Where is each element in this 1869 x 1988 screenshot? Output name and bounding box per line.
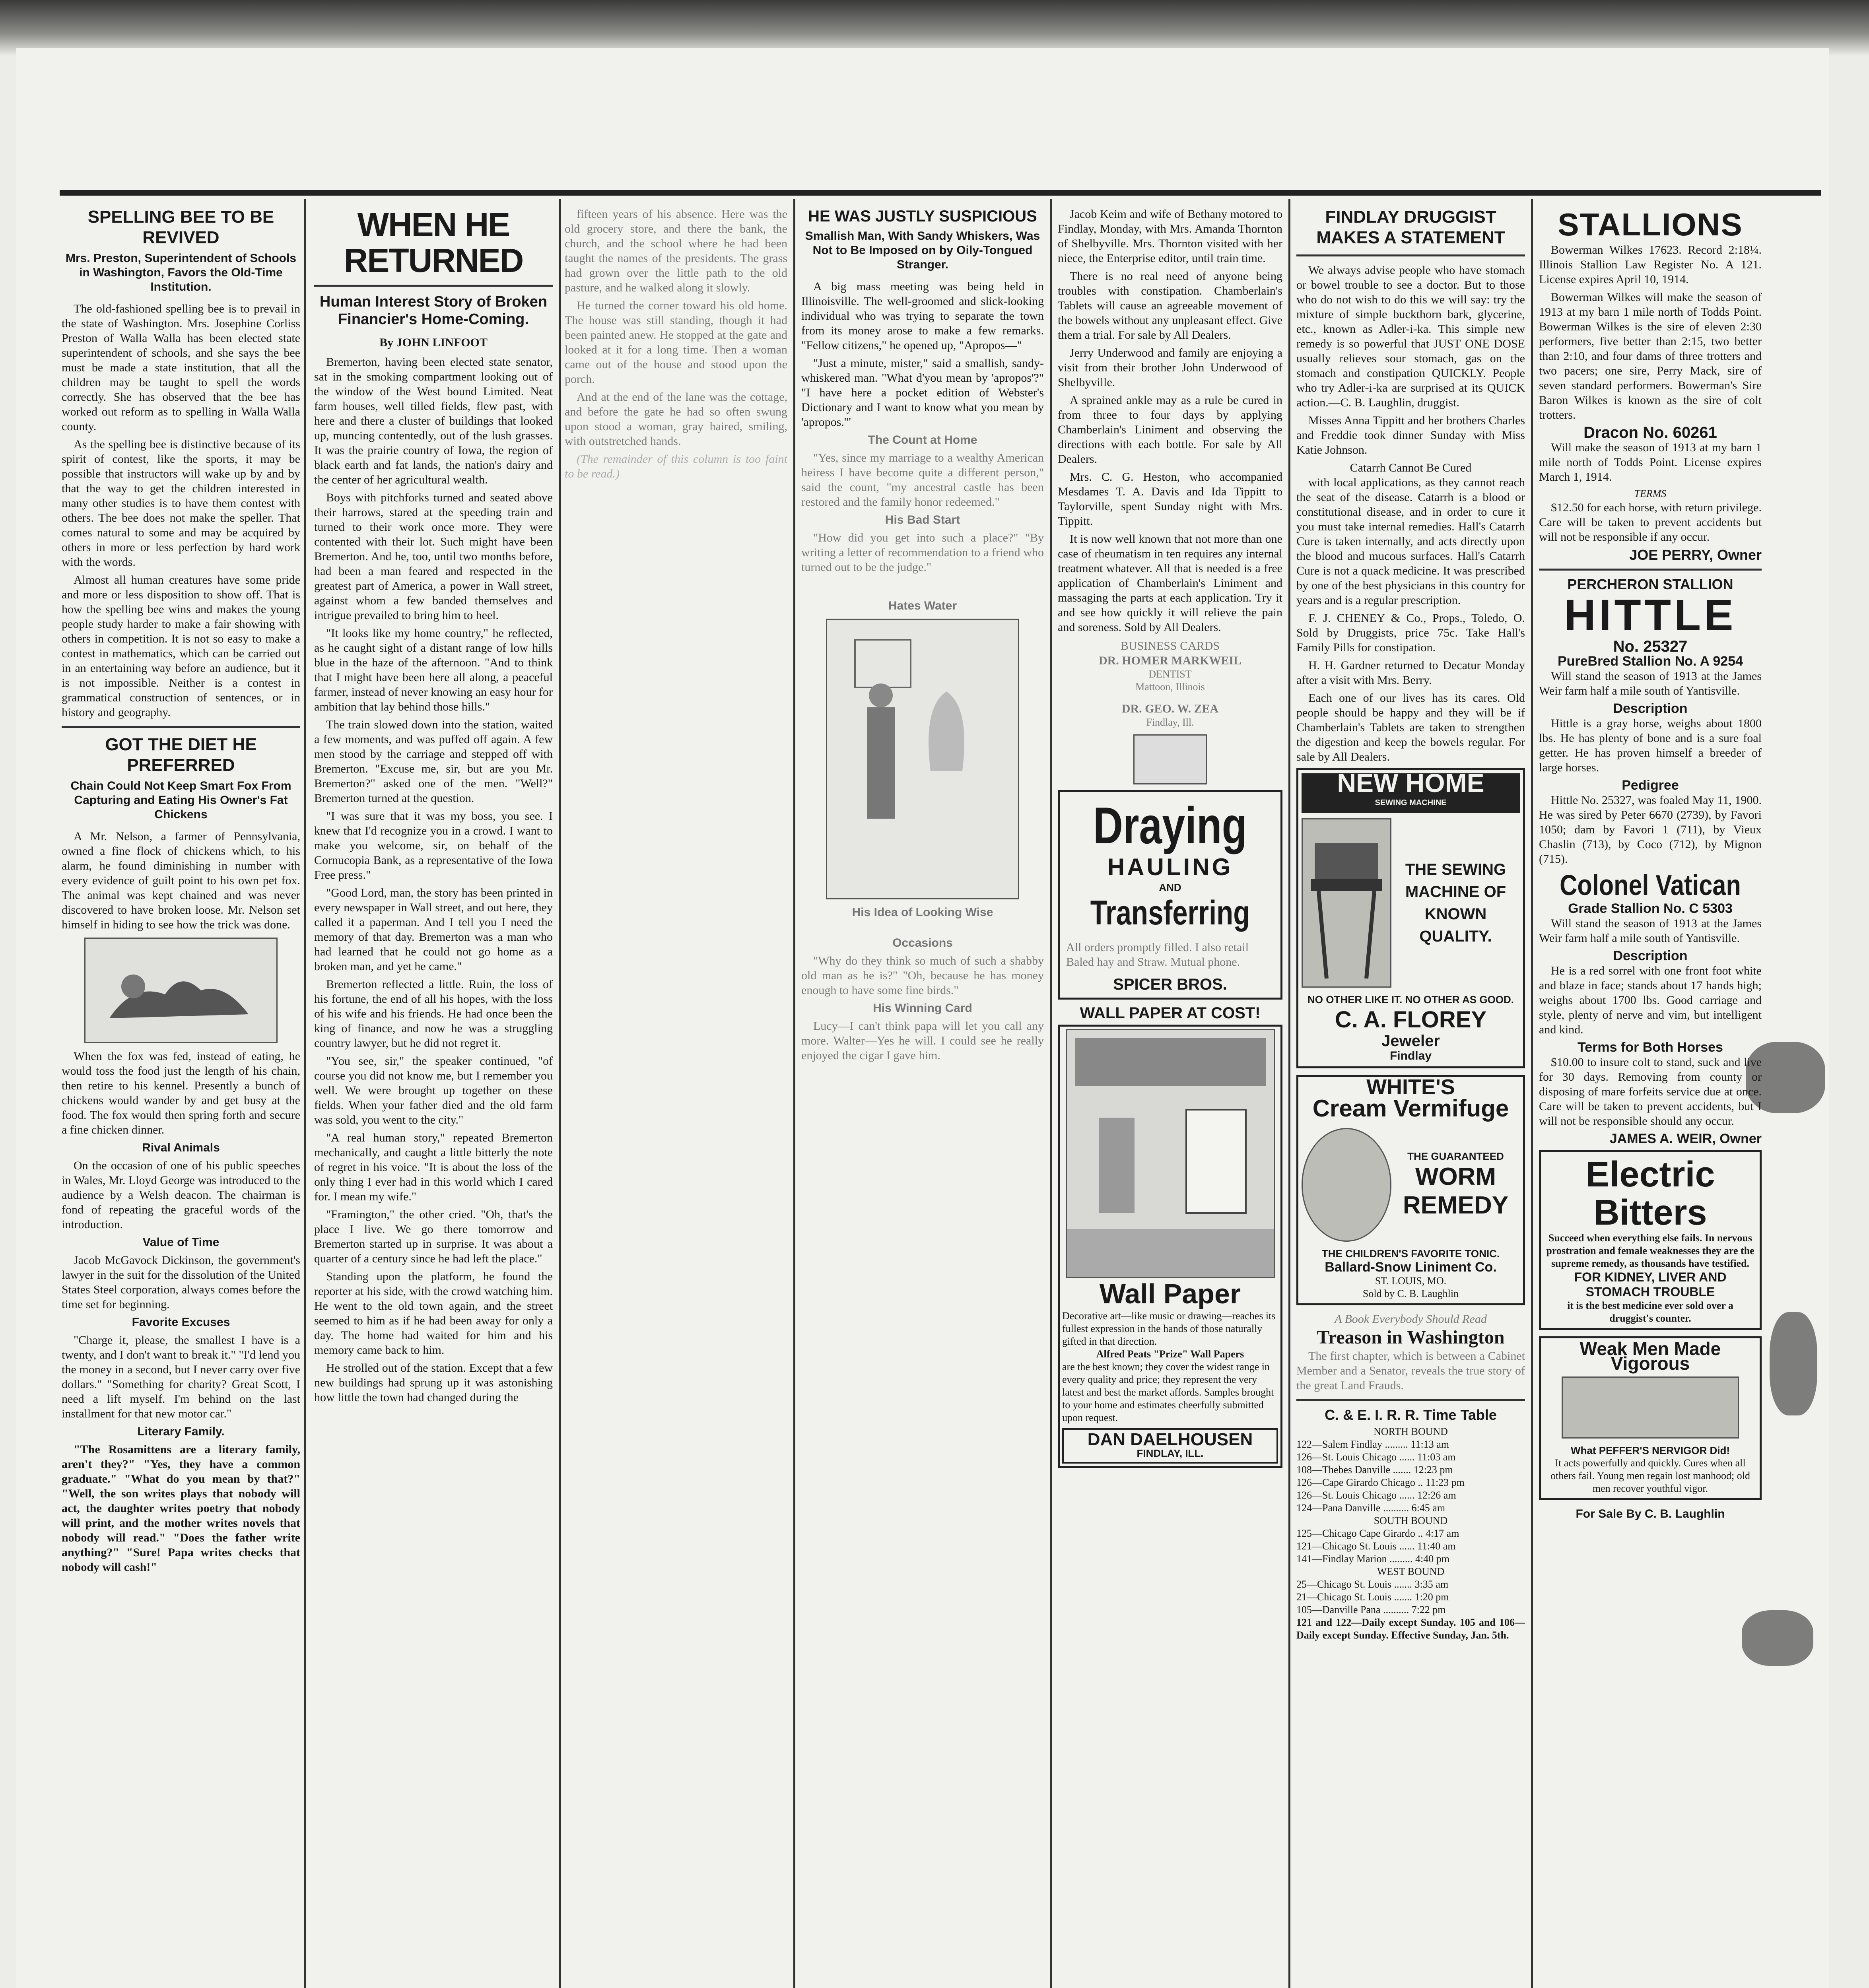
nervigor-title: Weak Men Made Vigorous (1580, 1338, 1721, 1374)
timetable-north-row: 126—St. Louis Chicago ...... 11:03 am (1296, 1451, 1456, 1463)
value-of-time-heading: Value of Time (142, 1236, 220, 1249)
timetable-west-row: 25—Chicago St. Louis ....... 3:35 am (1296, 1578, 1449, 1590)
timetable-west-row: 105—Danville Pana .......... 7:22 pm (1296, 1604, 1446, 1615)
hittle-number: No. 25327 (1613, 638, 1688, 655)
byline: By JOHN LINFOOT (379, 336, 488, 349)
terms-both-heading: Terms for Both Horses (1578, 1040, 1723, 1055)
vermifuge-sold-by: Sold by C. B. Laughlin (1362, 1288, 1459, 1299)
timetable-north-row: 122—Salem Findlay ......... 11:13 am (1296, 1439, 1449, 1450)
child-portrait-illustration (1302, 1128, 1391, 1242)
local-news-item: Misses Anna Tippitt and her brothers Charles and Freddie took dinner Sunday with Miss Katie Johnson. (1296, 414, 1525, 456)
men-portraits-illustration (1562, 1376, 1739, 1439)
article-divider (1296, 254, 1525, 256)
suspicious-subhead: Smallish Man, With Sandy Whiskers, Was Not to Be Imposed on by Oily-Tongued Stranger. (805, 229, 1040, 271)
stallion-item: Will stand the season of 1913 at the James Weir farm half a mile south of Yantisville. (1539, 917, 1762, 945)
dealer-town: FINDLAY, ILL. (1137, 1447, 1204, 1459)
local-news-item: A sprained ankle may as a rule be cured in from three to four days by applying Chamberlain's Liniment and observing the directions with each bottle. For sale by All Dealers. (1058, 394, 1282, 466)
article-paragraph: A big mass meeting was being held in Illinoisville. The well-groomed and slick-looking individual who was trying to separate the town from its money arose to make a few remarks. "Fellow citizens," he opened up, "Apropos—" (801, 280, 1044, 352)
vermifuge-title-1: WHITE'S (1366, 1075, 1455, 1099)
draying-title: Draying (1093, 796, 1247, 854)
florey-name: C. A. FLOREY (1335, 1007, 1487, 1033)
article-divider (1296, 1399, 1525, 1401)
article-paragraph: The old-fashioned spelling bee is to prevail in the state of Washington. Mrs. Josephine Corliss Preston of Walla Walla has been elected state superintendent of schools, and she says the bee must be made a state institution, that all the children may be taught to spell the words correctly. She has observed that the bee has worked out reform as to spelling in Walla Walla county. (62, 302, 300, 433)
lodge-emblem-illustration (1133, 734, 1207, 784)
faint-text-note: (The remainder of this column is too faint to be read.) (565, 452, 787, 480)
article-paragraph: As the spelling bee is distinctive because of its spirit of contest, like the sports, it may be possible that instructors will wake up by and by that the way to get the children interested in many other studies is to have them contest with others. The bee does not make the speller. That comes natural to some and may be acquired by others in more or less perfection by hard work with the words. (62, 438, 300, 569)
treason-body: The first chapter, which is between a Cabinet Member and a Senator, reveals the true story of the great Land Frauds. (1296, 1349, 1525, 1392)
when-he-returned-subhead: Human Interest Story of Broken Financier's Home-Coming. (319, 293, 548, 328)
fox-illustration (84, 938, 278, 1043)
vermifuge-tonic: THE CHILDREN'S FAVORITE TONIC. (1321, 1248, 1500, 1260)
dealer-box (1062, 1428, 1278, 1464)
timetable-south-heading: SOUTH BOUND (1374, 1515, 1448, 1526)
article-paragraph: "You see, sir," the speaker continued, "of course you did not know me, but I remember you well. We were brought up together on these fields. When your father died and the old farm was sold, you went to the city." (314, 1054, 553, 1126)
dealer-name: DAN DAELHOUSEN (1087, 1430, 1253, 1449)
article-paragraph: fifteen years of his absence. Here was the old grocery store, and there the bank, the church, and the school where he had been taught the names of the presidents. The grass had grown over the little path to the old pasture, and he walked along it slowly. (565, 208, 787, 294)
article-divider (62, 726, 300, 728)
stallion-item: Hittle is a gray horse, weighs about 1800 lbs. He has plenty of bone and is a sure foal getter. He has proven himself a breeder of large horses. (1539, 717, 1762, 774)
column-5 (1058, 207, 1282, 1988)
article-paragraph: Bremerton reflected a little. Ruin, the loss of his fortune, the end of all his hopes, with the loss of his wife and his friends. He had once been the king of finance, and now he was a struggling country lawyer, but he did not regret it. (314, 978, 553, 1050)
description-heading: Description (1613, 701, 1688, 716)
timetable-north-row: 126—St. Louis Chicago ...... 12:26 am (1296, 1489, 1456, 1501)
local-news-item: Each one of our lives has its cares. Old people should be happy and they will be if Chamberlain's Tablets are taken to strengthen the digestion and keep the bowels regular. For sale by All Dealers. (1296, 691, 1525, 763)
druggist-headline: FINDLAY DRUGGIST MAKES A STATEMENT (1316, 207, 1505, 247)
local-news-item: F. J. CHENEY & Co., Props., Toledo, O. Sold by Druggists, price 75c. Take Hall's Family Pills for constipation. (1296, 612, 1525, 654)
article-divider (314, 285, 553, 287)
rival-animals-heading: Rival Animals (142, 1141, 220, 1154)
colonel-vatican-name: Colonel Vatican (1560, 870, 1741, 901)
sewing-slogan: NO OTHER LIKE IT. NO OTHER AS GOOD. (1307, 994, 1514, 1006)
dracon-heading: Dracon No. 60261 (1583, 424, 1717, 441)
article-paragraph: "How did you get into such a place?" "By writing a letter of recommendation to a friend who turned out to be the judge." (801, 531, 1044, 574)
sewing-brand: NEW HOME (1337, 768, 1484, 798)
article-paragraph: "Charge it, please, the smallest I have is a twenty, and I don't want to break it." "I'd lend you the money in a second, but I never carry over five dollars." "Something for charity? Great Scott, I need a lift myself. I'm behind on the last installment for that new motor car." (62, 1334, 300, 1420)
vermifuge-maker: Ballard-Snow Liniment Co. (1325, 1260, 1497, 1275)
business-cards-heading: BUSINESS CARDS (1120, 639, 1220, 652)
scan-stain (1770, 1312, 1817, 1415)
article-paragraph: "A real human story," repeated Bremerton mechanically, and caught a little bitterly the note of regret in his voice. "It is about the loss of the only thing I ever had in this world which I cared for. I mean my wife." (314, 1131, 553, 1203)
nervigor-body: It acts powerfully and quickly. Cures when all others fail. Young men regain lost manhood; old men recover youthful vigor. (1550, 1457, 1750, 1494)
sewing-machine-illustration (1302, 818, 1391, 988)
article-paragraph: When the fox was fed, instead of eating, he would toss the food just the length of his chain, then retire to his kennel. Presently a bunch of chickens would wander by and get busy at the food. The fox would then spring forth and secure a fine chicken dinner. (62, 1050, 300, 1136)
electric-title: Electric (1585, 1155, 1715, 1194)
favorite-excuses-heading: Favorite Excuses (132, 1316, 230, 1329)
stallion-item: Bowerman Wilkes 17623. Record 2:18¼. Illinois Stallion Law Register No. A 121. License expires April 10, 1914. (1539, 243, 1762, 286)
sewing-tagline: THE SEWING MACHINE OF KNOWN QUALITY. (1405, 861, 1506, 945)
local-news-item: We always advise people who have stomach or bowel trouble to see a doctor. But to those who do not wish to do this we will say: try the mixture of simple buckthorn bark, glycerine, etc., known as Adler-i-ka. This simple new remedy is so powerful that JUST ONE DOSE usually relieves sour stomach, gas on the stomach and constipation QUICKLY. People who try Adler-i-ka are surprised at its QUICK action.—C. B. Laughlin, druggist. (1296, 264, 1525, 409)
electric-bitters-line: FOR KIDNEY, LIVER AND STOMACH TROUBLE (1574, 1270, 1727, 1299)
wall-paper-brand: Alfred Peats "Prize" Wall Papers (1096, 1348, 1244, 1360)
local-news-item: H. H. Gardner returned to Decatur Monday after a visit with Mrs. Berry. (1296, 659, 1525, 687)
column-rule (304, 199, 306, 1988)
timetable-south-row: 121—Chicago St. Louis ...... 11:40 am (1296, 1540, 1456, 1552)
stallion-item: Will make the season of 1913 at my barn 1 mile north of Todds Point. License expires March 1, 1914. (1539, 441, 1762, 483)
article-paragraph: Almost all human creatures have some pride and more or less disposition to show off. That is how the spelling bee wins and makes the young people study harder to make a fair showing with others in competition. It is not so easy to make a contest in mathematics, which can be carried out in an entertaining way before an audience, but it is not impossible. Neither is a contest in grammatical construction of sentences, or in history and geography. (62, 573, 300, 719)
vermifuge-advertisement (1296, 1075, 1525, 1305)
article-paragraph: "I was sure that it was my boss, you see. I knew that I'd recognize you in a crowd. I want to make you welcome, sir, on behalf of the Cornucopia Bank, as a representative of the Iowa Free press." (314, 810, 553, 881)
column-6 (1296, 207, 1525, 1988)
spicer-bros-name: SPICER BROS. (1113, 976, 1227, 993)
article-paragraph: "Good Lord, man, the story has been printed in every newspaper in Wall street, and out here, they called it a paperman. And I tell you I need the memory of that day. Bremerton was a man who had learned that he could not go home as a broken man, and yet he came." (314, 886, 553, 973)
vermifuge-claims (1391, 1147, 1520, 1222)
dentist-card-name: DR. HOMER MARKWEIL (1098, 654, 1242, 667)
electric-bitters-body-2: it is the best medicine ever sold over a druggist's counter. (1567, 1300, 1733, 1324)
dentist-card-role: DENTIST (1148, 668, 1192, 680)
sewing-machine-advertisement (1296, 768, 1525, 1068)
fox-headline: GOT THE DIET HE PREFERRED (105, 735, 257, 775)
terms-heading: TERMS (1634, 488, 1667, 499)
column-rule (1050, 199, 1052, 1988)
article-paragraph: Standing upon the platform, he found the reporter at his side, with the crowd watching him. He went to the old town again, and the street seemed to him as if he had been away for only a day. The home had waited for him and his memory came back to him. (314, 1270, 553, 1357)
column-rule (559, 199, 561, 1988)
sewing-body (1302, 813, 1520, 993)
room-interior-illustration (1066, 1029, 1275, 1278)
article-paragraph: Lucy—I can't think papa will let you call any more. Walter—Yes he will. I could see he really enjoyed the cigar I gave him. (801, 1019, 1044, 1062)
joe-perry-owner: JOE PERRY, Owner (1629, 547, 1762, 563)
doctor-card-name: DR. GEO. W. ZEA (1121, 702, 1219, 715)
draying-body: All orders promptly filled. I also retail Baled hay and Straw. Mutual phone. (1066, 941, 1249, 969)
pedigree-heading: Pedigree (1622, 778, 1679, 793)
local-news-item: with local applications, as they cannot reach the seat of the disease. Catarrh is a blood or constitutional disease, and in order to cure it you must take internal remedies. Hall's Catarrh Cure is taken internally, and acts directly upon the blood and mucous surfaces. Hall's Catarrh Cure is not a quack medicine. It was prescribed by one of the best physicians in this country for years and is a regular prescription. (1296, 476, 1525, 607)
article-paragraph: "The Rosamittens are a literary family, aren't they?" "Yes, they have a common graduate." "What do you mean by that?" "Well, the son writes plays that nobody will act, the daughter writes poetry that nobody will print, and the mother writes novels that nobody will read." "Does the father write anything?" "Sure! Papa writes checks that nobody will cash!" (62, 1443, 300, 1574)
suspicious-headline: HE WAS JUSTLY SUSPICIOUS (808, 208, 1037, 225)
stallion-item: Hittle No. 25327, was foaled May 11, 1900. He was sired by Peter 6670 (2739), by Favori 1050; dam by Favori 1 (711), by Vieux Chaslin (713), by Coco (712), by Mignon (715). (1539, 794, 1762, 866)
timetable-north-row: 108—Thebes Danville ....... 12:23 pm (1296, 1464, 1453, 1475)
stallion-item: Bowerman Wilkes will make the season of 1913 at my barn 1 mile north of Todds Point. Bowerman Wilkes is the sire of eleven 2:30 performers, five better than 2:15, two better than 2:10, and four dams of three trotters and two pacers; one sire, Perry Mack, sire of seven standard performers. Bowerman's Sire Baron Wilkes is known as the sire of colt trotters. (1539, 291, 1762, 421)
timetable-north-heading: NORTH BOUND (1374, 1426, 1448, 1437)
column-3 (565, 207, 787, 1988)
looking-wise-heading: His Idea of Looking Wise (852, 906, 993, 919)
timetable-north-row: 124—Pana Danville .......... 6:45 am (1296, 1502, 1445, 1514)
stallion-item: Will stand the season of 1913 at the James Weir farm half a mile south of Yantisville. (1539, 670, 1762, 697)
wall-paper-advertisement (1058, 1025, 1282, 1468)
stallions-headline: STALLIONS (1558, 207, 1743, 242)
timetable-south-row: 125—Chicago Cape Girardo .. 4:17 am (1296, 1528, 1459, 1539)
hates-water-illustration (826, 619, 1019, 899)
timetable-note: 121 and 122—Daily except Sunday. 105 and 106—Daily except Sunday. Effective Sunday, Jan. 5th. (1296, 1617, 1525, 1641)
timetable-south-row: 141—Findlay Marion ......... 4:40 pm (1296, 1553, 1449, 1565)
colonel-vatican-grade: Grade Stallion No. C 5303 (1568, 901, 1733, 916)
local-news-item: It is now well known that not more than one case of rheumatism in ten requires any internal treatment whatever. All that is needed is a free application of Chamberlain's Liniment and massaging the parts at each application. Try it and see how quickly it will relieve the pain and soreness. Sold by All Dealers. (1058, 532, 1282, 634)
wall-paper-title: Wall Paper (1099, 1278, 1241, 1309)
vermifuge-guaranteed: THE GUARANTEED (1407, 1150, 1504, 1162)
wall-paper-body: Decorative art—like music or drawing—reaches its fullest expression in the hands of those naturally gifted in that direction. (1062, 1310, 1276, 1347)
description-heading-2: Description (1613, 948, 1688, 963)
wall-paper-headline: WALL PAPER AT COST! (1080, 1004, 1261, 1022)
worm-remedy-title: WORM REMEDY (1403, 1163, 1509, 1219)
local-news-item: Jerry Underwood and family are enjoying a visit from their brother John Underwood of Shelbyville. (1058, 346, 1282, 389)
literary-family-heading: Literary Family. (137, 1425, 225, 1438)
timetable-west-row: 21—Chicago St. Louis ....... 1:20 pm (1296, 1591, 1449, 1603)
timetable-north-row: 126—Cape Girardo Chicago .. 11:23 pm (1296, 1477, 1465, 1488)
nervigor-subtitle: What PEFFER'S NERVIGOR Did! (1570, 1444, 1730, 1456)
percheron-heading: PERCHERON STALLION (1567, 576, 1733, 592)
bitters-title: Bitters (1593, 1193, 1707, 1233)
occasions-heading: Occasions (892, 936, 953, 949)
wall-paper-body-2: are the best known; they cover the widest range in every quality and price; they represent the very latest and best the market affords. Samples brought to your home and estimates cheerfully submitted upon request. (1062, 1361, 1274, 1423)
and-label: AND (1159, 881, 1181, 893)
when-he-returned-headline: WHEN HE RETURNED (344, 207, 523, 279)
spelling-bee-subhead: Mrs. Preston, Superintendent of Schools in Washington, Favors the Old-Time Institution. (65, 252, 297, 293)
header-rule (60, 190, 1821, 196)
scan-top-edge (0, 0, 1869, 56)
electric-bitters-advertisement (1539, 1150, 1762, 1330)
hittle-registration: PureBred Stallion No. A 9254 (1557, 654, 1743, 669)
article-paragraph: He turned the corner toward his old home. The house was still standing, though it had been painted anew. He stopped at the gate and looked at it for a long time. Then a woman came out of the house and stood upon the porch. (565, 299, 787, 386)
article-paragraph: He strolled out of the station. Except that a few new buildings had sprung up it was astonishing how little the town had changed during the (314, 1361, 553, 1404)
article-paragraph: The train slowed down into the station, waited a few moments, and was puffed off again. A few men stood by the carriage and stepped off with Bremerton. "Excuse me, sir, but are you Mr. Bremerton?" asked one of the men. "Well?" Bremerton turned at the question. (314, 718, 553, 805)
article-paragraph: "Framington," the other cried. "Oh, that's the place I live. We go there tomorrow and Bremerton started up in surprise. It was about a quarter of a century since he had left the place." (314, 1208, 553, 1265)
local-news-item: There is no real need of anyone being troubles with constipation. Chamberlain's Tablets will cause an agreeable movement of the bowels without any unpleasant effect. Give them a trial. For sale by All Dealers. (1058, 270, 1282, 342)
bad-start-heading: His Bad Start (885, 513, 960, 526)
article-paragraph: "It looks like my home country," he reflected, as he caught sight of a distant range of low hills blue in the haze of the afternoon. "And to think that I might have been here all along, a peaceful farmer, instead of never knowing an easy hour for ambition that lay behind those hills." (314, 627, 553, 713)
dentist-card-location: Mattoon, Illinois (1135, 681, 1205, 693)
hates-water-heading: Hates Water (888, 599, 957, 612)
florey-title: Jeweler (1381, 1032, 1440, 1050)
count-at-home-heading: The Count at Home (868, 433, 977, 447)
treason-pretitle: A Book Everybody Should Read (1335, 1312, 1487, 1326)
article-paragraph: And at the end of the lane was the cottage, and before the gate he had so often swung upon stood a woman, gray haired, smiling, with outstretched hands. (565, 390, 787, 448)
sewing-brand-subtitle: SEWING MACHINE (1375, 798, 1447, 807)
electric-bitters-body: Succeed when everything else fails. In nervous prostration and female weaknesses they are the supreme remedy, as thousands have testified. (1546, 1232, 1754, 1269)
column-rule (793, 199, 795, 1988)
vermifuge-title-2: Cream Vermifuge (1312, 1095, 1509, 1122)
vermifuge-city: ST. LOUIS, MO. (1375, 1275, 1447, 1287)
column-rule (1531, 199, 1533, 1988)
article-divider (1539, 569, 1762, 571)
column-2 (314, 207, 553, 1988)
local-news-item: Jacob Keim and wife of Bethany motored to Findlay, Monday, with Mrs. Amanda Thornton of Shelbyville. Mrs. Thornton visited with her niece, the Enterprise editor, until train time. (1058, 208, 1282, 265)
winning-card-heading: His Winning Card (873, 1002, 972, 1015)
timetable-title: C. & E. I. R. R. Time Table (1325, 1407, 1497, 1423)
florey-town: Findlay (1389, 1049, 1432, 1062)
stallion-item: $10.00 to insure colt to stand, suck and live for 30 days. Removing from county or disposing of mare forfeits service due at once. Care will be taken to prevent accidents, but I will not be responsible should any occur. (1539, 1056, 1762, 1128)
hauling-title: HAULING (1107, 854, 1233, 880)
nervigor-advertisement (1539, 1336, 1762, 1500)
article-paragraph: Bremerton, having been elected state senator, sat in the smoking compartment looking out of the window of the West bound Limited. Neat farm houses, well tilled fields, flew past, with here and there a cluster of buildings that looked up, muncing contentedly, out of the lush grasses. It was the prairie country of Iowa, the region of black earth and fat lands, the nation's dairy and the center of her agricultural wealth. (314, 355, 553, 486)
transferring-title: Transferring (1090, 894, 1250, 932)
article-paragraph: "Yes, since my marriage to a wealthy American heiress I have become quite a different person," said the count, "my ancestral castle has been restored and the family honor redeemed." (801, 451, 1044, 509)
column-7 (1539, 207, 1762, 1988)
fox-subhead: Chain Could Not Keep Smart Fox From Capturing and Eating His Owner's Fat Chickens (70, 779, 291, 821)
article-paragraph: Jacob McGavock Dickinson, the government's lawyer in the suit for the dissolution of the United States Steel corporation, always comes before the time set for beginning. (62, 1254, 300, 1311)
article-paragraph: A Mr. Nelson, a farmer of Pennsylvania, owned a fine flock of chickens which, to his alarm, he found diminishing in number with every evidence of guilt point to his own pet fox. The animal was kept chained and was never discovered to have broken loose. Mr. Nelson set himself in hiding to see how the trick was done. (62, 830, 300, 931)
sewing-brand-banner (1302, 768, 1520, 813)
treason-title: Treason in Washington (1317, 1327, 1505, 1348)
column-rule (1288, 199, 1290, 1988)
doctor-card-location: Findlay, Ill. (1146, 716, 1194, 728)
nervigor-sold-by: For Sale By C. B. Laughlin (1576, 1507, 1725, 1520)
vermifuge-body (1302, 1122, 1520, 1247)
column-1 (62, 207, 300, 1988)
article-paragraph: On the occasion of one of his public speeches in Wales, Mr. Lloyd George was introduced to the audience by a Welsh deacon. The chairman is fond of repeating the graceful words of the introduction. (62, 1159, 300, 1231)
hittle-name: HITTLE (1564, 591, 1737, 640)
stallion-item: $12.50 for each horse, with return privilege. Care will be taken to prevent accidents but will not be responsible if any occur. (1539, 501, 1762, 544)
article-paragraph: "Why do they think so much of such a shabby old man as he is?" "Oh, because he has money enough to have some fine birds." (801, 954, 1044, 997)
column-4 (801, 207, 1044, 1988)
james-weir-owner: JAMES A. WEIR, Owner (1609, 1131, 1762, 1146)
timetable-west-heading: WEST BOUND (1377, 1566, 1445, 1577)
article-paragraph: Boys with pitchforks turned and seated above their harrows, stared at the speeding train and turned to their work once more. They were contented with their lot. Such might have been Bremerton. And he, too, until two months before, had been a man feared and respected in the greatest part of America, a power in Wall street, against whom a few banded themselves and intrigue prevailed to bring him to heel. (314, 491, 553, 622)
local-news-item: Mrs. C. G. Heston, who accompanied Mesdames T. A. Davis and Ida Tippitt to Taylorville, spent Sunday night with Mrs. Tippitt. (1058, 470, 1282, 528)
stallion-item: He is a red sorrel with one front foot white and blaze in face; stands about 17 hands high; weighs about 1700 lbs. Good carriage and style, plenty of nerve and vim, but intelligent and kind. (1539, 964, 1762, 1036)
catarrh-heading: Catarrh Cannot Be Cured (1350, 461, 1472, 474)
draying-advertisement (1058, 790, 1282, 1000)
article-paragraph: "Just a minute, mister," said a smallish, sandy-whiskered man. "What d'you mean by 'apropos'?" "I have here a pocket edition of Webster's Dictionary and I want to know what you mean by 'apropos.'" (801, 357, 1044, 429)
spelling-bee-headline: SPELLING BEE TO BE REVIVED (87, 207, 274, 247)
